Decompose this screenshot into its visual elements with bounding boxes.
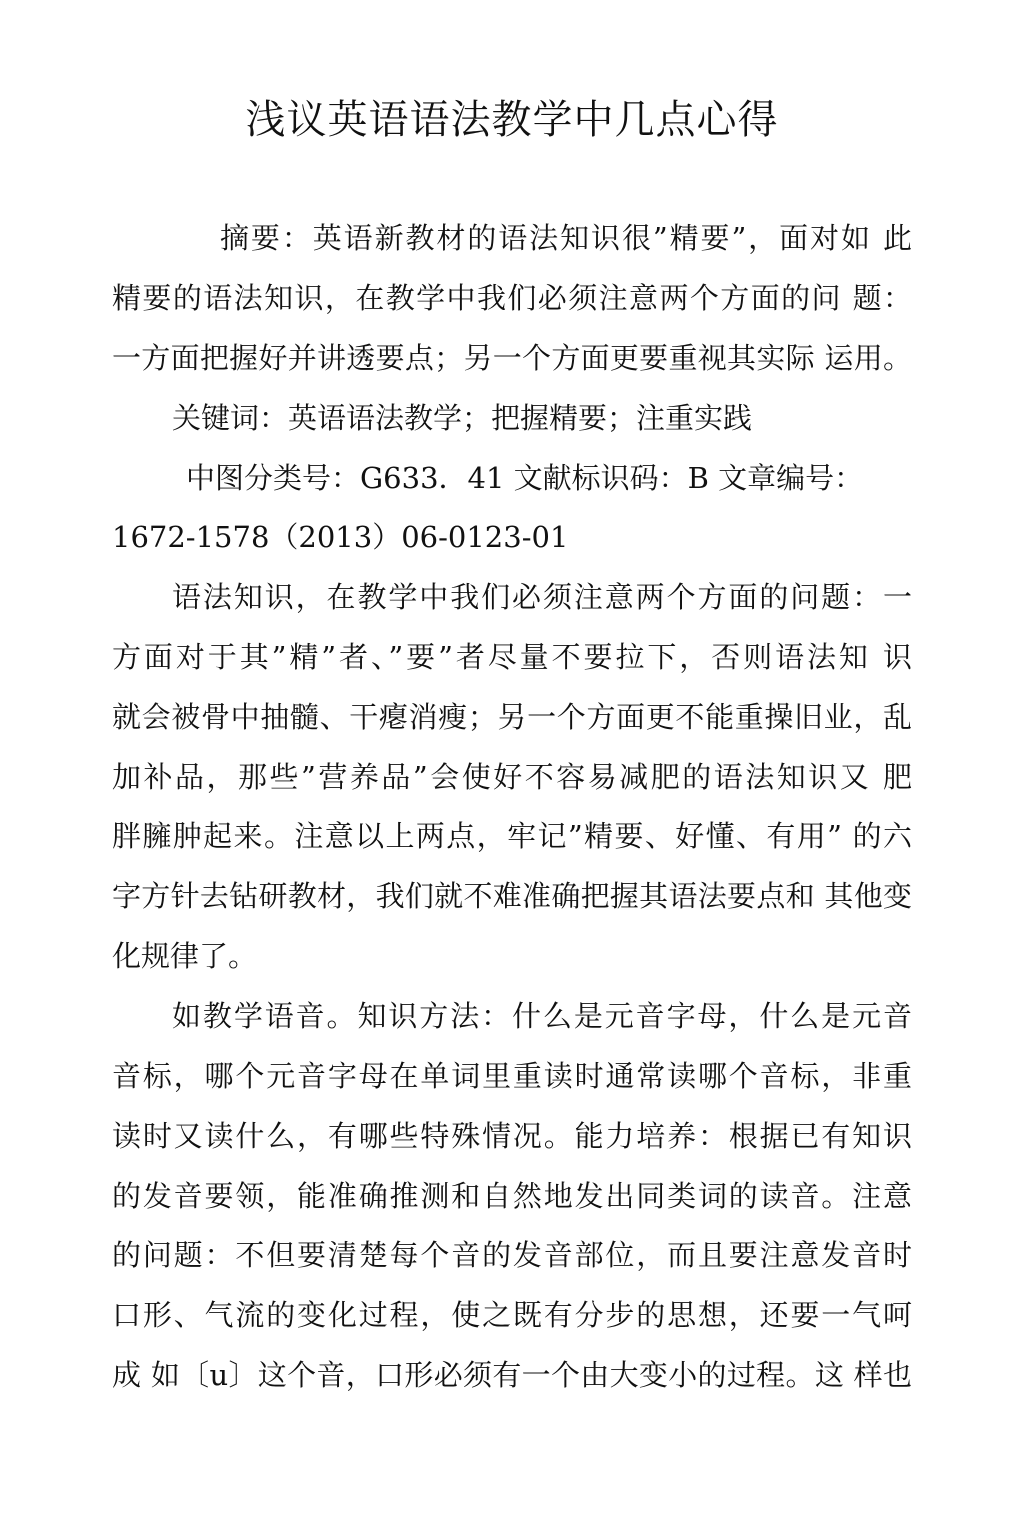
paragraph2-line-6: 口形、气流的变化过程，使之既有分步的思想，还要一气呵 <box>112 1298 912 1332</box>
keywords-line: 关键词：英语语法教学；把握精要；注重实践 <box>172 401 753 435</box>
paragraph1-line-2: 方面对于其”精”者、”要”者尽量不要拉下，否则语法知 识 <box>112 640 912 674</box>
abstract-line-1: 摘要：英语新教材的语法知识很”精要”，面对如 此 <box>220 221 912 255</box>
paragraph1-line-1: 语法知识，在教学中我们必须注意两个方面的问题：一 <box>172 580 912 614</box>
abstract-line-2: 精要的语法知识，在教学中我们必须注意两个方面的问 题： <box>112 281 912 315</box>
paragraph1-line-7: 化规律了。 <box>112 939 258 973</box>
paragraph1-line-4: 加补品，那些”营养品”会使好不容易减肥的语法知识又 肥 <box>112 760 912 794</box>
paragraph2-line-1: 如教学语音。知识方法：什么是元音字母，什么是元音 <box>172 999 912 1033</box>
classification-line-1: 中图分类号：G633．41 文献标识码：B 文章编号： <box>186 461 864 495</box>
paragraph2-line-4: 的发音要领，能准确推测和自然地发出同类词的读音。注意 <box>112 1179 912 1213</box>
paragraph1-line-3: 就会被骨中抽髓、干瘪消瘦；另一个方面更不能重操旧业，乱 <box>112 700 912 734</box>
paragraph2-line-7: 成 如〔u〕这个音，口形必须有一个由大变小的过程。这 样也 <box>112 1358 912 1392</box>
paragraph1-line-6: 字方针去钻研教材，我们就不难准确把握其语法要点和 其他变 <box>112 879 912 913</box>
classification-line-2: 1672-1578（2013）06-0123-01 <box>112 520 569 554</box>
paragraph2-line-3: 读时又读什么，有哪些特殊情况。能力培养：根据已有知识 <box>112 1119 912 1153</box>
paragraph2-line-2: 音标，哪个元音字母在单词里重读时通常读哪个音标，非重 <box>112 1059 912 1093</box>
paragraph2-line-5: 的问题：不但要清楚每个音的发音部位，而且要注意发音时 <box>112 1238 912 1272</box>
paragraph1-line-5: 胖臃肿起来。注意以上两点，牢记”精要、好懂、有用” 的六 <box>112 819 912 853</box>
abstract-line-3: 一方面把握好并讲透要点；另一个方面更要重视其实际 运用。 <box>112 341 912 375</box>
page-title: 浅议英语语法教学中几点心得 <box>245 97 779 143</box>
